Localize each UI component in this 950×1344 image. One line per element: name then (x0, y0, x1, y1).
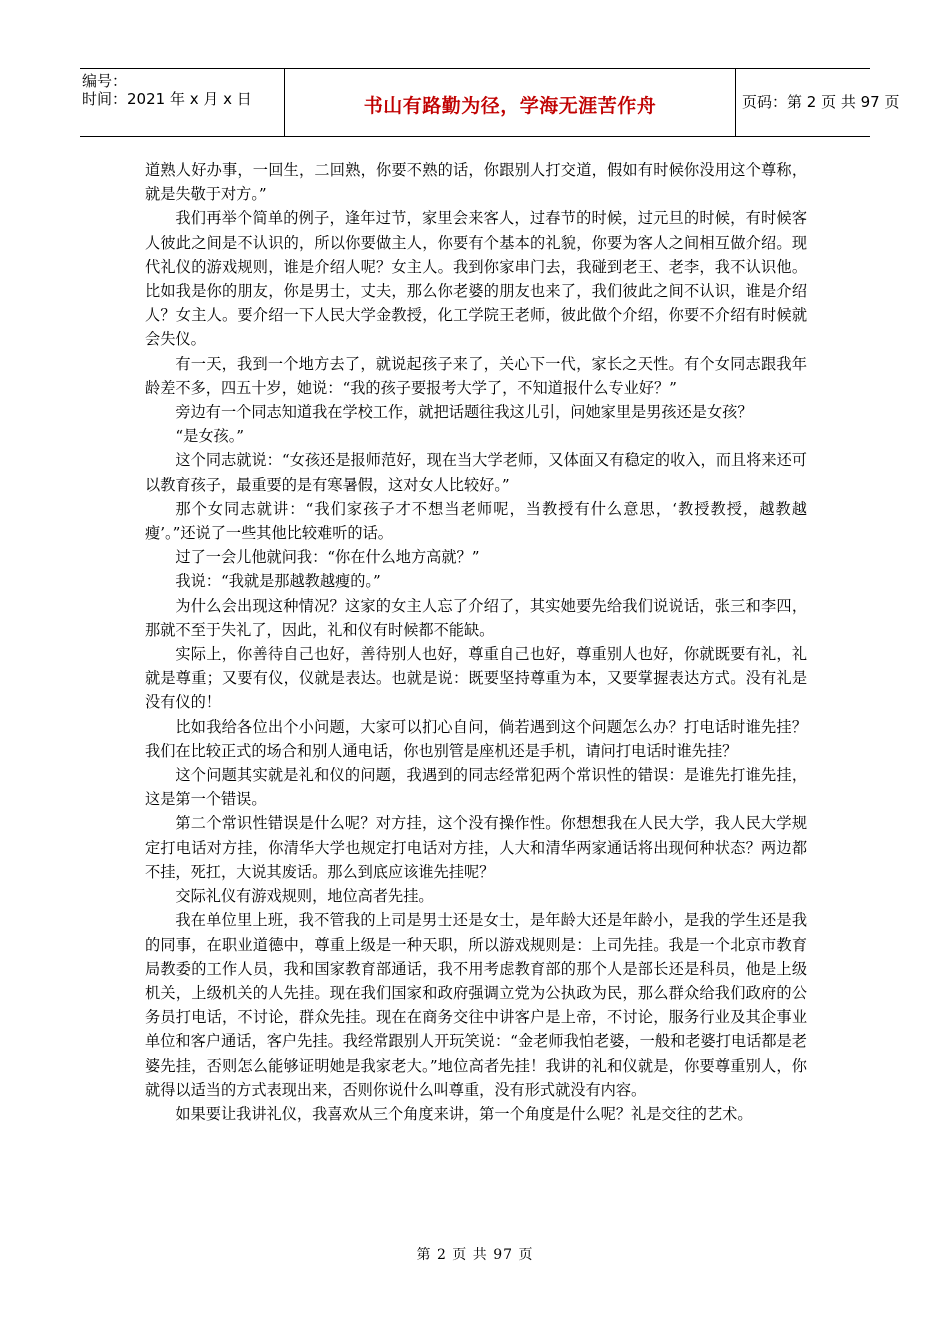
body-paragraph: 第二个常识性错误是什么呢？对方挂，这个没有操作性。你想想我在人民大学，我人民大学规定打电话对方挂，你清华大学也规定打电话对方挂，人大和清华两家通话将出现何种状态？两边都不挂，死扛，大说其废话。那么到底应该谁先挂呢？ (145, 814, 807, 881)
body-paragraph: “是女孩。” (175, 427, 245, 446)
body-paragraph: 比如我给各位出个小问题，大家可以扪心自问，倘若遇到这个问题怎么办？打电话时谁先挂？我们在比较正式的场合和别人通电话，你也别管是座机还是手机，请问打电话时谁先挂？ (145, 717, 807, 760)
document-number-label: 编号： (82, 72, 128, 90)
body-paragraph: 旁边有一个同志知道我在学校工作，就把话题往我这儿引，问她家里是男孩还是女孩？ (175, 403, 753, 422)
body-paragraph: 这个同志就说：“女孩还是报师范好，现在当大学老师，又体面又有稳定的收入，而且将来还可以教育孩子，最重要的是有寒暑假，这对女人比较好。” (145, 451, 807, 494)
header-motto: 书山有路勤为径，学海无涯苦作舟 (363, 95, 657, 117)
body-paragraph: 如果要让我讲礼仪，我喜欢从三个角度来讲，第一个角度是什么呢？礼是交往的艺术。 (175, 1104, 753, 1123)
body-paragraph: 过了一会儿他就问我：“你在什么地方高就？” (175, 548, 480, 567)
body-paragraph: 我说：“我就是那越教越瘦的。” (175, 572, 381, 591)
body-paragraph: 那个女同志就讲：“我们家孩子才不想当老师呢，当教授有什么意思，‘教授教授，越教越瘦’。”还说了一些其他比较难听的话。 (145, 499, 807, 543)
header-info-cell (80, 69, 285, 136)
body-paragraph: 实际上，你善待自己也好，善待别人也好，尊重自己也好，尊重别人也好，你就既要有礼，礼就是尊重；又要有仪，仪就是表达。也就是说：既要坚持尊重为本，又要掌握表达方式。没有礼是没有仪的！ (145, 645, 807, 712)
body-paragraph: 为什么会出现这种情况？这家的女主人忘了介绍了，其实她要先给我们说说话，张三和李四，那就不至于失礼了，因此，礼和仪有时候都不能缺。 (145, 596, 807, 639)
header-page-cell (736, 69, 900, 136)
header-motto-cell (285, 69, 736, 136)
body-paragraph: 交际礼仪有游戏规则，地位高者先挂。 (175, 887, 434, 906)
body-paragraph: 这个问题其实就是礼和仪的问题，我遇到的同志经常犯两个常识性的错误：是谁先打谁先挂，这是第一个错误。 (145, 766, 807, 809)
body-paragraph: 道熟人好办事，一回生，二回熟，你要不熟的话，你跟别人打交道，假如有时候你没用这个尊称，就是失敬于对方。” (145, 161, 807, 204)
document-date-label: 时间：2021 年 x 月 x 日 (82, 90, 252, 108)
document-body (145, 158, 807, 1126)
body-paragraph: 我们再举个简单的例子，逢年过节，家里会来客人，过春节的时候，过元旦的时候，有时候客人彼此之间是不认识的，所以你要做主人，你要有个基本的礼貌，你要为客人之间相互做介绍。现代礼仪的游戏规则，谁是介绍人呢？女主人。我到你家串门去，我碰到老王、老李，我不认识他。比如我是你的朋友，你是男士，丈夫，那么你老婆的朋友也来了，我们彼此之间不认识，谁是介绍人？女主人。要介绍一下人民大学金教授，化工学院王老师，彼此做个介绍，你要不介绍有时候就会失仪。 (145, 209, 807, 349)
body-paragraph: 我在单位里上班，我不管我的上司是男士还是女士，是年龄大还是年龄小，是我的学生还是我的同事，在职业道德中，尊重上级是一种天职，所以游戏规则是：上司先挂。我是一个北京市教育局教委的工作人员，我和国家教育部通话，我不用考虑教育部的那个人是部长还是科员，他是上级机关，上级机关的人先挂。现在我们国家和政府强调立党为公执政为民，那么群众给我们政府的公务员打电话，不讨论，群众先挂。现在在商务交往中讲客户是上帝，不讨论，服务行业及其企事业单位和客户通话，客户先挂。我经常跟别人开玩笑说：“金老师我怕老婆，一般和老婆打电话都是老婆先挂，否则怎么能够证明她是我家老大。”地位高者先挂！我讲的礼和仪就是，你要尊重别人，你就得以适当的方式表现出来，否则你说什么叫尊重，没有形式就没有内容。 (145, 911, 807, 1099)
body-paragraph: 有一天，我到一个地方去了，就说起孩子来了，关心下一代，家长之天性。有个女同志跟我年龄差不多，四五十岁，她说：“我的孩子要报考大学了，不知道报什么专业好？” (145, 354, 807, 397)
page-footer: 第 2 页 共 97 页 (416, 1247, 534, 1263)
header-page-number: 页码：第 2 页 共 97 页 (742, 93, 900, 111)
page-header (80, 68, 900, 137)
